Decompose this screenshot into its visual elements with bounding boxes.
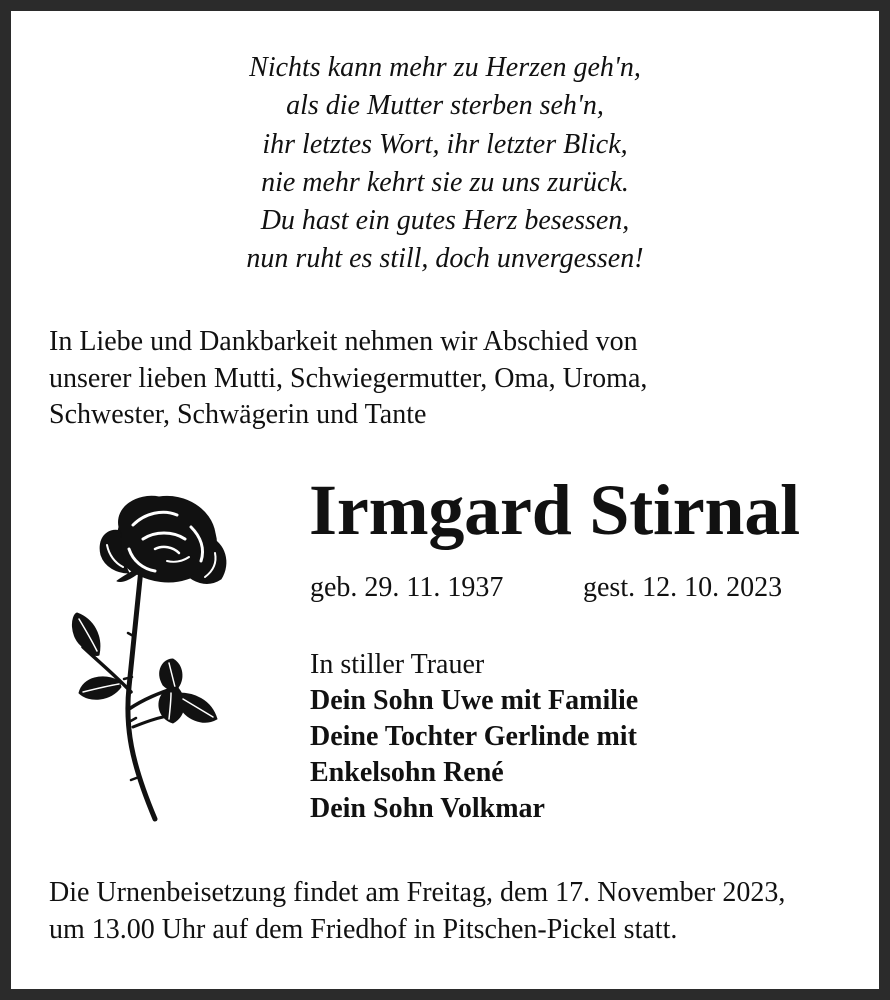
poem-line: ihr letztes Wort, ihr letzter Blick, [262, 128, 628, 160]
mourner-line: Deine Tochter Gerlinde mit [310, 721, 637, 752]
poem-line: Nichts kann mehr zu Herzen geh'n, [249, 52, 641, 83]
intro-line: In Liebe und Dankbarkeit nehmen wir Abschied von [49, 326, 638, 357]
intro-line: Schwester, Schwägerin und Tante [49, 399, 427, 430]
birth-date: geb. 29. 11. 1937 [310, 572, 504, 603]
burial-line: Die Urnenbeisetzung findet am Freitag, dem 17. November 2023, [49, 877, 786, 908]
mourning-heading: In stiller Trauer [310, 649, 485, 680]
mourners-list [310, 683, 638, 827]
rose-icon [59, 487, 234, 827]
mourner-line: Dein Sohn Volkmar [310, 793, 545, 824]
burial-notice [49, 874, 785, 948]
mourner-line: Enkelsohn René [310, 757, 504, 788]
intro-line: unserer lieben Mutti, Schwiegermutter, Oma, Uroma, [49, 362, 648, 394]
memorial-poem [11, 49, 879, 279]
burial-line: um 13.00 Uhr auf dem Friedhof in Pitschen-Pickel statt. [49, 914, 678, 945]
poem-line: Du hast ein gutes Herz besessen, [260, 205, 630, 237]
poem-line: als die Mutter sterben seh'n, [286, 90, 604, 122]
mourner-line: Dein Sohn Uwe mit Familie [310, 685, 639, 716]
deceased-name: Irmgard Stirnal [309, 470, 800, 550]
farewell-intro [49, 324, 647, 434]
poem-line: nie mehr kehrt sie zu uns zurück. [261, 166, 629, 198]
poem-line: nun ruht es still, doch unvergessen! [246, 243, 644, 275]
death-date: gest. 12. 10. 2023 [583, 572, 783, 603]
